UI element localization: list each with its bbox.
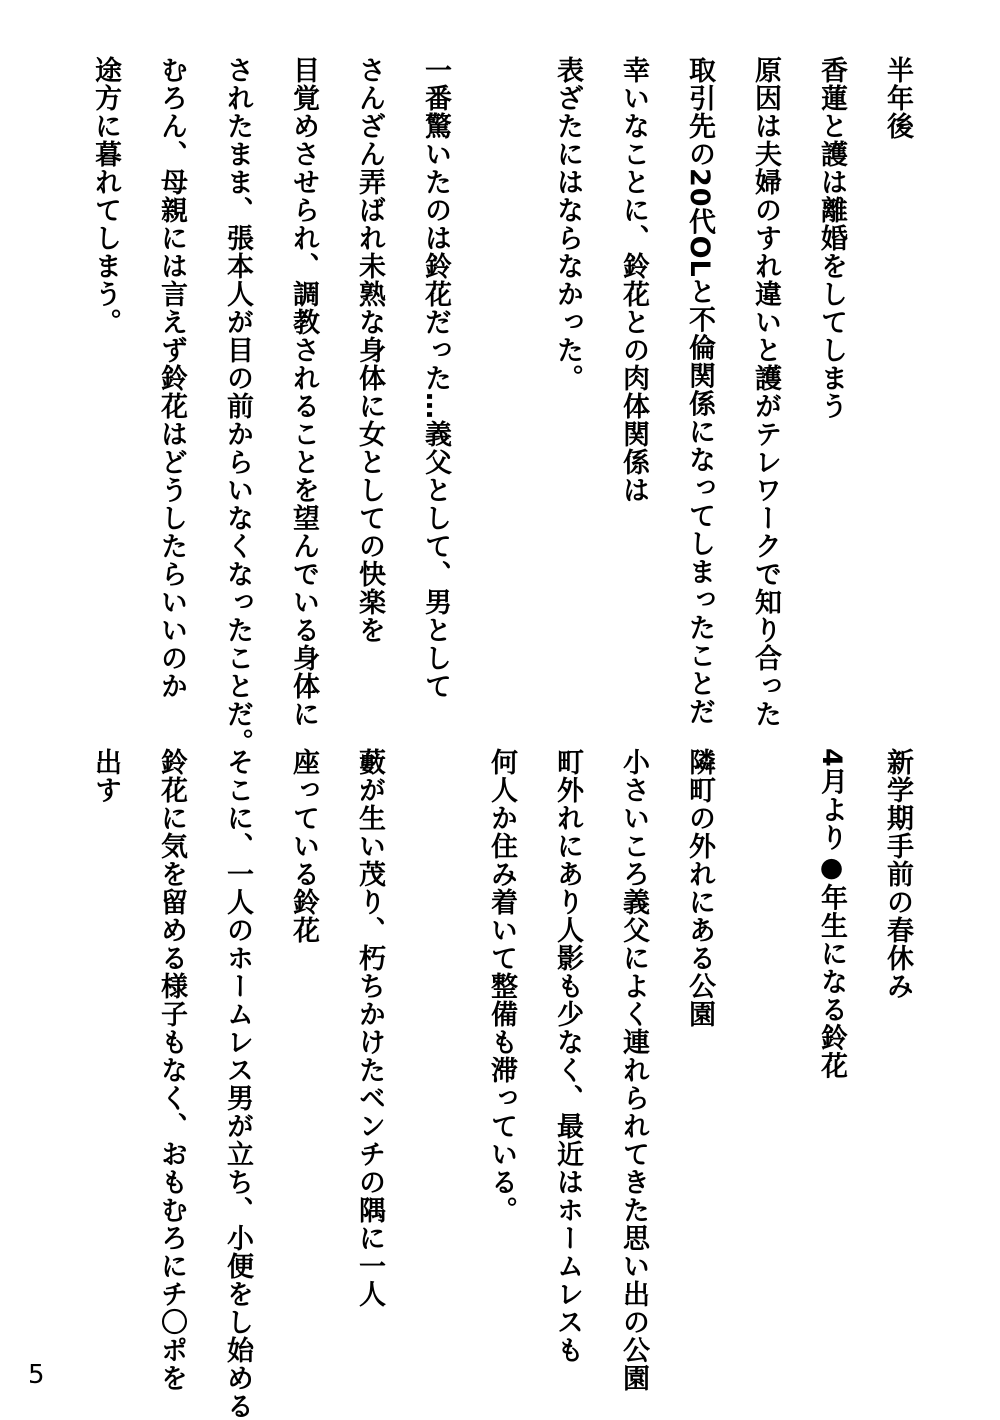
text-line: むろん、母親には言えず鈴花はどうしたらいいのか bbox=[156, 56, 187, 700]
text-line: さんざん弄ばれ未熟な身体に女としての快楽を bbox=[354, 56, 385, 644]
dialogue-line bbox=[0, 748, 6, 1368]
text-line: 鈴花に気を留める様子もなく、おもむろにチ〇ポを bbox=[156, 748, 187, 1392]
blank-line bbox=[402, 748, 468, 1368]
text-line: 町外れにあり人影も少なく、最近はホームレスも bbox=[552, 748, 583, 1364]
text-line: 幸いなことに、鈴花との肉体関係は bbox=[618, 56, 649, 504]
text-line: 目覚めさせられ、調教されることを望んでいる身体に bbox=[288, 56, 319, 728]
text-line: 新学期手前の春休み bbox=[882, 748, 913, 1000]
text-line: 表ざたにはならなかった。 bbox=[552, 56, 583, 392]
text-line: 座っている鈴花 bbox=[288, 748, 319, 944]
page-number: 5 bbox=[28, 1360, 45, 1390]
text-line: されたまま、張本人が目の前からいなくなったことだ。 bbox=[222, 56, 253, 756]
bottom-text-block bbox=[0, 748, 930, 1420]
text-line: 何人か住み着いて整備も滞っている。 bbox=[486, 748, 517, 1224]
text-line: 途方に暮れてしまう。 bbox=[90, 56, 121, 336]
text-line: 原因は夫婦のすれ違いと護がテレワークで知り合った bbox=[750, 56, 781, 728]
text-line: 藪が生い茂り、朽ちかけたベンチの隅に一人 bbox=[354, 748, 385, 1308]
text-line: 一番驚いたのは鈴花だった…義父として、男として bbox=[420, 56, 451, 700]
text-line: 香蓮と護は離婚をしてしまう bbox=[816, 56, 847, 420]
text-line: 隣町の外れにある公園 bbox=[684, 748, 715, 1028]
text-line: 半年後 bbox=[882, 56, 913, 140]
text-line: 取引先の20代OLと不倫関係になってしまったことだ bbox=[684, 56, 715, 726]
text-line: 4月より●年生になる鈴花 bbox=[816, 748, 847, 1080]
text-line: 小さいころ義父によく連れられてきた思い出の公園 bbox=[618, 748, 649, 1392]
text-line: 出す bbox=[90, 748, 121, 804]
text-line: そこに、一人のホームレス男が立ち、小便をし始める bbox=[222, 748, 253, 1420]
blank-line bbox=[6, 748, 72, 1368]
blank-line bbox=[732, 748, 798, 1368]
top-text-block bbox=[72, 56, 930, 756]
blank-line bbox=[468, 56, 534, 716]
